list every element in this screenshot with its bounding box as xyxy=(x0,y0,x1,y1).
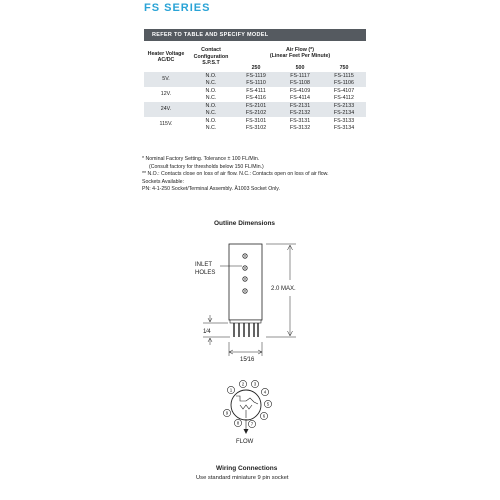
pin-4: 4 xyxy=(263,389,267,395)
air-flow-subtitle: (Linear Feet Per Minute) xyxy=(269,53,331,59)
contact-cell: N.O. N.C. xyxy=(205,118,217,131)
wiring-subtitle: Use standard miniature 9 pin socket xyxy=(196,475,289,481)
flow-col-250: 250 xyxy=(251,64,261,71)
pin-3: 3 xyxy=(253,381,257,387)
note-socket-part: PN: 4-1-250 Socket/Terminal Assembly. Ă1003 Socket Only. xyxy=(142,186,280,193)
note-tolerance: * Nominal Factory Setting. Tolerance ± 100 FL/Min. xyxy=(142,156,260,162)
col-contact-config: Contact Configuration S.P.S.T xyxy=(193,47,229,67)
model-cell: FS-2133 FS-2134 xyxy=(322,102,366,117)
flow-label: FLOW xyxy=(236,439,254,445)
pin-6: 6 xyxy=(262,413,266,419)
inlet-label-1: INLET xyxy=(195,262,213,268)
model-cell: FS-1117 FS-1108 xyxy=(278,72,322,87)
width-label: 15⁄16 xyxy=(240,357,255,363)
model-cell: FS-2101 FS-2102 xyxy=(234,102,278,117)
voltage-cell: 5V. xyxy=(144,72,188,87)
model-cell: FS-3133 FS-3134 xyxy=(333,118,355,131)
contact-cell: N.O. N.C. xyxy=(205,88,217,101)
relay-base xyxy=(230,320,261,323)
model-cell: FS-3101 FS-3102 xyxy=(245,118,267,131)
model-cell: FS-1115 FS-1106 xyxy=(322,72,366,87)
voltage-cell: 115V. xyxy=(159,121,173,128)
model-cell: FS-1119 FS-1110 xyxy=(234,72,278,87)
wiring-title: Wiring Connections xyxy=(216,465,278,472)
note-consult: (Consult factory for thresholds below 150 FL/Min.) xyxy=(149,163,264,170)
contact-cell: N.O. N.C. xyxy=(188,102,234,117)
pin-length-label: 1⁄4 xyxy=(203,329,211,335)
pin-2: 2 xyxy=(241,381,245,387)
pin-9: 9 xyxy=(225,410,229,416)
model-cell: FS-4111 FS-4116 xyxy=(246,88,266,101)
series-title: FS SERIES xyxy=(144,2,211,14)
flow-col-500: 500 xyxy=(295,64,305,71)
voltage-cell: 24V. xyxy=(144,102,188,117)
col-heater-voltage: Heater Voltage AC/DC xyxy=(147,50,185,63)
pin-5: 5 xyxy=(266,401,270,407)
model-cell: FS-2131 FS-2132 xyxy=(278,102,322,117)
model-cell: FS-4109 FS-4114 xyxy=(289,88,311,101)
width-dimension xyxy=(229,342,262,356)
relay-pins xyxy=(234,323,258,337)
table-instruction-bar: REFER TO TABLE AND SPECIFY MODEL xyxy=(144,29,366,41)
pin-8: 8 xyxy=(236,420,240,426)
inlet-label-2: HOLES xyxy=(195,270,216,276)
air-flow-title: Air Flow (*) xyxy=(286,46,314,53)
contact-cell: N.O. N.C. xyxy=(188,72,234,87)
outline-title: Outline Dimensions xyxy=(214,220,276,227)
note-contacts: ** N.O.: Contacts close on loss of air flow. N.C.: Contacts open on loss of air flow. xyxy=(142,171,329,178)
pin-1: 1 xyxy=(229,387,233,393)
height-label: 2.0 MAX. xyxy=(271,286,296,292)
voltage-cell: 12V. xyxy=(160,91,172,98)
pin-7: 7 xyxy=(250,421,254,427)
wiring-diagram xyxy=(223,380,271,445)
model-cell: FS-4107 FS-4112 xyxy=(333,88,355,101)
flow-col-750: 750 xyxy=(339,64,349,71)
note-sockets-heading: Sockets Available: xyxy=(142,178,185,185)
model-cell: FS-3131 FS-3132 xyxy=(289,118,311,131)
